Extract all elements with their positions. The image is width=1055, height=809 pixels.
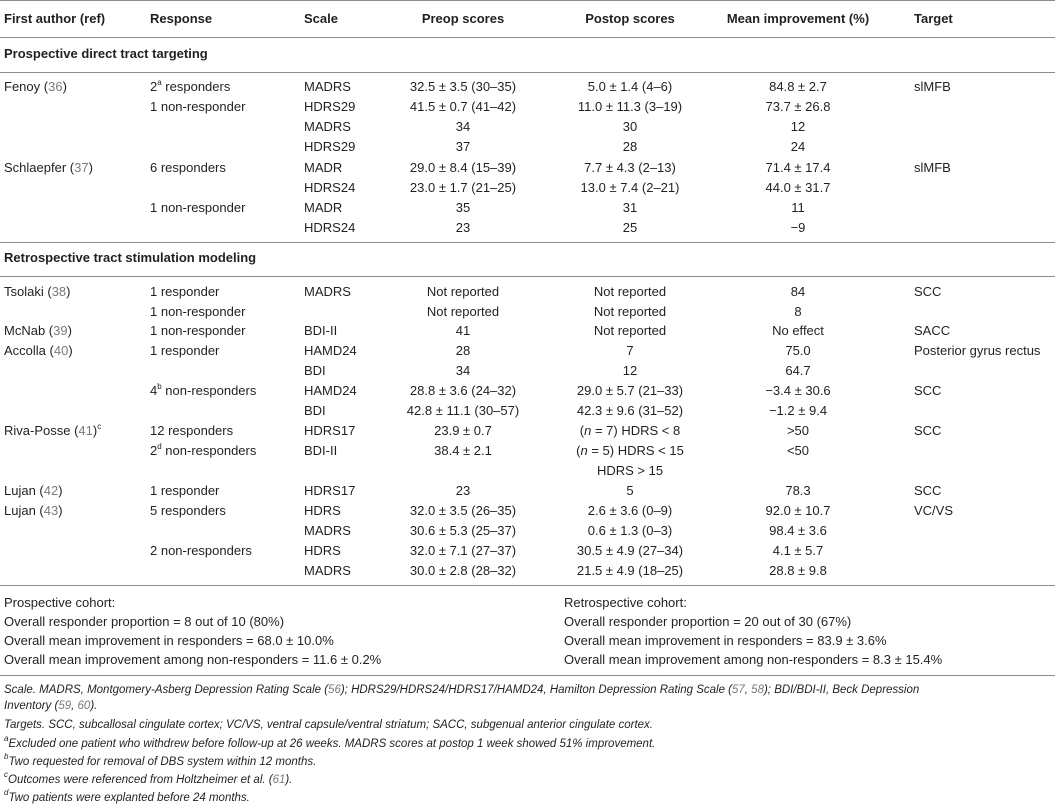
cell-postop: 11.0 ± 11.3 (3–19): [577, 99, 683, 114]
cell-postop: 28: [622, 139, 638, 154]
cell-preop: 41: [455, 323, 471, 338]
cell-scale: HDRS17: [304, 483, 356, 498]
cell-scale: MADRS: [304, 79, 351, 94]
footnote-c: $^c$Outcomes were referenced from Holtzheimer et al. (61).: [4, 770, 293, 786]
section-title-retrospective: Retrospective tract stimulation modeling: [4, 250, 257, 265]
cell-scale: MADRS: [304, 119, 351, 134]
cell-response: 1 non-responder: [150, 99, 246, 114]
cell-postop: Not reported: [593, 304, 667, 319]
cell-mean-improvement: 11: [791, 200, 805, 215]
cell-scale: HDRS: [304, 543, 341, 558]
cell-preop: 34: [455, 119, 471, 134]
summary-line: Retrospective cohort:: [564, 595, 687, 610]
cell-mean-improvement: 24: [790, 139, 806, 154]
footnote-d: $^d$Two patients were explanted before 24 months.: [4, 788, 250, 804]
cell-preop: 34: [455, 363, 471, 378]
cell-mean-improvement: −9: [790, 220, 806, 235]
cell-mean-improvement: 75.0: [785, 343, 811, 358]
cell-target: SCC: [914, 483, 942, 498]
cell-preop: 41.5 ± 0.7 (41–42): [409, 99, 517, 114]
header-first-author: First author (ref): [4, 11, 106, 26]
cell-mean-improvement: 84.8 ± 2.7: [769, 79, 827, 94]
cell-preop: 29.0 ± 8.4 (15–39): [409, 160, 517, 175]
cell-postop: 29.0 ± 5.7 (21–33): [576, 383, 684, 398]
cell-scale: BDI-II: [304, 323, 338, 338]
cell-target: Posterior gyrus rectus: [914, 343, 1041, 358]
cell-mean-improvement: −3.4 ± 30.6: [765, 383, 831, 398]
cell-response: 1 responder: [150, 343, 220, 358]
cell-preop: 23: [455, 220, 471, 235]
cell-mean-improvement: 71.4 ± 17.4: [765, 160, 831, 175]
cell-scale: BDI: [304, 363, 326, 378]
section-rule: [0, 242, 1055, 243]
cell-author: Schlaepfer (37): [4, 160, 93, 175]
cell-postop: 5: [626, 483, 634, 498]
cell-scale: HDRS: [304, 503, 341, 518]
cell-target: SACC: [914, 323, 951, 338]
cell-postop: HDRS > 15: [596, 463, 664, 478]
footnote-targets: Targets. SCC, subcallosal cingulate cortex; VC/VS, ventral capsule/ventral striatum; SACC, subgenual anterior cingulate cortex.: [4, 719, 653, 731]
cell-postop: 25: [622, 220, 638, 235]
cell-target: VC/VS: [914, 503, 954, 518]
cell-response: 2$^d$ non-responders: [150, 441, 257, 458]
cell-preop: 32.5 ± 3.5 (30–35): [409, 79, 517, 94]
cell-preop: Not reported: [426, 284, 500, 299]
cell-target: SCC: [914, 423, 942, 438]
cell-mean-improvement: No effect: [772, 323, 824, 338]
header-postop: Postop scores: [585, 11, 675, 26]
cell-scale: MADR: [304, 160, 343, 175]
cell-postop: 21.5 ± 4.9 (18–25): [576, 563, 684, 578]
cell-preop: 30.0 ± 2.8 (28–32): [409, 563, 517, 578]
cell-response: 1 responder: [150, 284, 220, 299]
header-response: Response: [150, 11, 213, 26]
cell-mean-improvement: 12: [790, 119, 806, 134]
cell-postop: 42.3 ± 9.6 (31–52): [576, 403, 684, 418]
cell-postop: Not reported: [593, 284, 667, 299]
summary-line: Overall mean improvement in responders = 83.9 ± 3.6%: [564, 633, 887, 648]
cell-preop: 23: [455, 483, 471, 498]
cell-author: McNab (39): [4, 323, 72, 338]
cell-preop: Not reported: [426, 304, 500, 319]
cell-postop: 7.7 ± 4.3 (2–13): [584, 160, 676, 175]
cell-mean-improvement: 28.8 ± 9.8: [769, 563, 827, 578]
cell-preop: 35: [455, 200, 471, 215]
cell-author: Lujan (42): [4, 483, 63, 498]
cell-scale: HDRS24: [304, 180, 356, 195]
top-rule: [0, 0, 1055, 1]
cell-mean-improvement: 98.4 ± 3.6: [769, 523, 827, 538]
cell-scale: MADRS: [304, 563, 351, 578]
cell-response: 6 responders: [150, 160, 226, 175]
bottom-rule: [0, 675, 1055, 676]
cell-postop: 13.0 ± 7.4 (2–21): [580, 180, 680, 195]
cell-scale: MADR: [304, 200, 343, 215]
summary-line: Overall mean improvement among non-responders = 11.6 ± 0.2%: [4, 652, 382, 667]
cell-mean-improvement: 78.3: [785, 483, 811, 498]
cell-response: 1 non-responder: [150, 323, 246, 338]
summary-line: Overall responder proportion = 8 out of 10 (80%): [4, 614, 285, 629]
cell-response: 2 non-responders: [150, 543, 252, 558]
cell-scale: HDRS17: [304, 423, 356, 438]
cell-mean-improvement: 84: [790, 284, 806, 299]
cell-response: 4$^b$ non-responders: [150, 381, 257, 398]
header-target: Target: [914, 11, 953, 26]
cell-preop: 28.8 ± 3.6 (24–32): [409, 383, 517, 398]
summary-line: Prospective cohort:: [4, 595, 116, 610]
cell-postop: (n = 7) HDRS < 8: [579, 423, 681, 438]
cell-author: Fenoy (36): [4, 79, 67, 94]
cell-postop: Not reported: [593, 323, 667, 338]
cell-mean-improvement: 8: [794, 304, 802, 319]
cell-preop: 28: [455, 343, 471, 358]
cell-scale: HDRS29: [304, 139, 356, 154]
summary-line: Overall mean improvement in responders = 68.0 ± 10.0%: [4, 633, 334, 648]
cell-scale: HAMD24: [304, 343, 357, 358]
cell-mean-improvement: >50: [786, 423, 810, 438]
cell-response: 1 non-responder: [150, 304, 246, 319]
cell-postop: 7: [626, 343, 634, 358]
cell-preop: 23.0 ± 1.7 (21–25): [409, 180, 517, 195]
summary-line: Overall responder proportion = 20 out of 30 (67%): [564, 614, 852, 629]
cell-author: Riva-Posse $(41)^c$: [4, 421, 102, 438]
cell-postop: 0.6 ± 1.3 (0–3): [587, 523, 673, 538]
cell-response: 12 responders: [150, 423, 234, 438]
cell-scale: BDI-II: [304, 443, 338, 458]
cell-postop: 12: [622, 363, 638, 378]
header-rule: [0, 37, 1055, 38]
cell-mean-improvement: 92.0 ± 10.7: [765, 503, 831, 518]
cell-preop: 37: [455, 139, 471, 154]
cell-response: 1 responder: [150, 483, 220, 498]
summary-top-rule: [0, 585, 1055, 586]
cell-mean-improvement: 4.1 ± 5.7: [772, 543, 824, 558]
section-title-prospective: Prospective direct tract targeting: [4, 46, 208, 61]
header-mean-improvement: Mean improvement (%): [726, 11, 870, 26]
cell-postop: 30.5 ± 4.9 (27–34): [576, 543, 684, 558]
cell-author: Lujan (43): [4, 503, 63, 518]
cell-mean-improvement: 73.7 ± 26.8: [765, 99, 831, 114]
cell-author: Tsolaki (38): [4, 284, 71, 299]
cell-postop: 31: [622, 200, 638, 215]
cell-mean-improvement: <50: [786, 443, 810, 458]
cell-preop: 30.6 ± 5.3 (25–37): [409, 523, 517, 538]
cell-response: 1 non-responder: [150, 200, 246, 215]
cell-response: 5 responders: [150, 503, 226, 518]
cell-scale: BDI: [304, 403, 326, 418]
footnote-a: $^a$Excluded one patient who withdrew before follow-up at 26 weeks. MADRS scores at postop 1 week showed 51% improvement.: [4, 734, 656, 750]
cell-scale: MADRS: [304, 284, 351, 299]
cell-preop: 23.9 ± 0.7: [434, 423, 492, 438]
cell-postop: (n = 5) HDRS < 15: [576, 443, 684, 458]
cell-target: slMFB: [914, 79, 951, 94]
cell-response: 2$^a$ responders: [150, 77, 231, 94]
cell-postop: 2.6 ± 3.6 (0–9): [587, 503, 673, 518]
cell-scale: MADRS: [304, 523, 351, 538]
cell-author: Accolla (40): [4, 343, 73, 358]
cell-target: slMFB: [914, 160, 951, 175]
cell-mean-improvement: 44.0 ± 31.7: [765, 180, 831, 195]
cell-preop: 32.0 ± 3.5 (26–35): [409, 503, 517, 518]
header-preop: Preop scores: [421, 11, 505, 26]
header-scale: Scale: [304, 11, 338, 26]
footnote-scale: Scale. MADRS, Montgomery-Asberg Depression Rating Scale (56); HDRS29/HDRS24/HDRS17/HAMD24, Hamilton Depression Rating Scale (57, 58); BDI/BDI-II, Beck Depression: [4, 684, 920, 696]
cell-mean-improvement: 64.7: [785, 363, 811, 378]
section-rule: [0, 72, 1055, 73]
cell-postop: 5.0 ± 1.4 (4–6): [587, 79, 673, 94]
cell-preop: 32.0 ± 7.1 (27–37): [409, 543, 517, 558]
summary-line: Overall mean improvement among non-responders = 8.3 ± 15.4%: [564, 652, 943, 667]
cell-preop: 38.4 ± 2.1: [434, 443, 492, 458]
cell-scale: HDRS29: [304, 99, 356, 114]
footnote-b: $^b$Two requested for removal of DBS system within 12 months.: [4, 752, 317, 768]
cell-scale: HDRS24: [304, 220, 356, 235]
cell-preop: 42.8 ± 11.1 (30–57): [406, 403, 520, 418]
cell-postop: 30: [622, 119, 638, 134]
cell-target: SCC: [914, 383, 942, 398]
section-rule: [0, 276, 1055, 277]
cell-scale: HAMD24: [304, 383, 357, 398]
footnote-scale-cont: Inventory (59, 60).: [4, 700, 98, 712]
cell-mean-improvement: −1.2 ± 9.4: [768, 403, 828, 418]
cell-target: SCC: [914, 284, 942, 299]
